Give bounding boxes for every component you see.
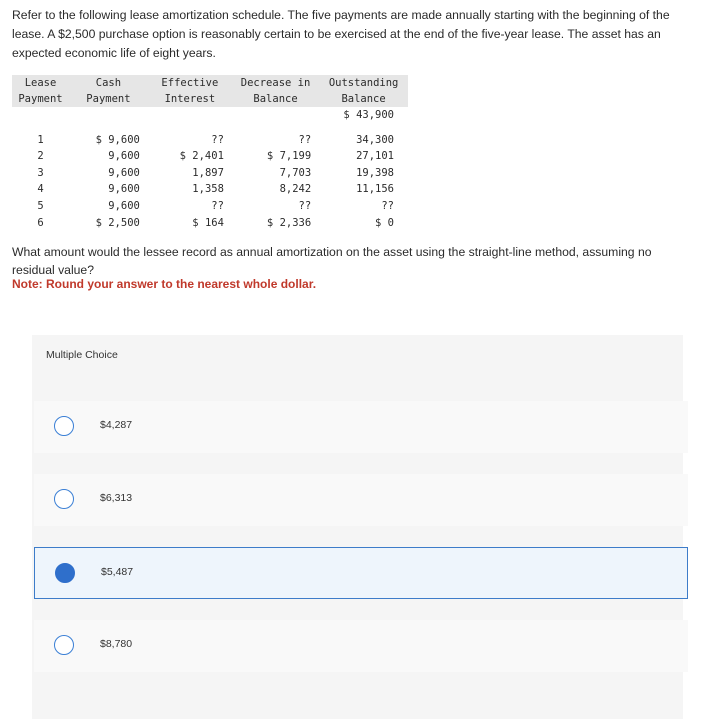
cell-interest: ?? [211,133,224,146]
cell-interest: 1,897 [192,166,224,179]
choice-label: $4,287 [100,419,133,431]
header-decrease-balance: Balance [232,91,319,107]
cell-balance: 34,300 [356,133,394,146]
cell-decrease: 8,242 [279,183,312,196]
choice-label: $6,313 [100,492,133,504]
cell-balance: $ 0 [375,216,394,229]
cell-payment-number: 5 [37,199,44,212]
table-header-row-1 [12,75,408,91]
choice-option-2[interactable] [34,474,688,526]
radio-button-selected[interactable] [55,563,75,583]
cell-payment-number: 4 [37,183,44,196]
opening-balance-row [12,107,408,124]
cell-payment-number: 3 [37,166,44,179]
cell-balance: 19,398 [356,166,394,179]
cell-decrease: $ 2,336 [266,216,312,229]
header-effective: Effective [148,75,232,91]
header-cash: Cash [69,75,148,91]
question-text: What amount would the lessee record as annual amortization on the asset using the straight-line method, assuming no residual value? [12,245,652,277]
problem-intro: Refer to the following lease amortization schedule. The five payments are made annually starting with the beginning of the lease. A $2,500 purchase option is reasonably certain to be exercised at the end of the five-year lease. The asset has an expected economic life of eight years. [12,8,670,60]
cell-interest: $ 164 [192,216,224,229]
table-row [12,148,408,165]
header-lease: Lease [12,75,69,91]
table-row [12,198,408,215]
table-header-row-2 [12,91,408,107]
table-row [12,215,408,232]
cell-payment-number: 2 [37,150,44,163]
cell-payment-number: 1 [37,133,44,146]
cell-cash-payment: $ 2,500 [95,216,140,229]
cell-decrease: ?? [298,133,312,146]
header-lease-payment: Payment [12,91,69,107]
opening-balance: $ 43,900 [343,109,394,121]
cell-interest: 1,358 [192,183,224,196]
radio-button[interactable] [54,635,74,655]
choice-option-3[interactable] [34,547,688,599]
cell-decrease: $ 7,199 [266,150,312,163]
header-outstanding: Outstanding [319,75,408,91]
cell-payment-number: 6 [37,216,44,229]
cell-interest: ?? [211,199,224,212]
cell-cash-payment: $ 9,600 [95,133,140,146]
header-decrease: Decrease in [232,75,319,91]
choice-label: $8,780 [100,638,133,650]
cell-decrease: ?? [298,199,312,212]
choice-option-4[interactable] [34,620,688,672]
cell-interest: $ 2,401 [179,150,224,163]
header-outstanding-balance: Balance [319,91,408,107]
cell-balance: ?? [381,199,394,212]
cell-cash-payment: 9,600 [108,166,140,179]
choice-label: $5,487 [101,566,134,578]
cell-cash-payment: 9,600 [108,199,140,212]
amortization-schedule [12,75,408,231]
cell-cash-payment: 9,600 [108,183,140,196]
cell-balance: 27,101 [356,150,394,163]
radio-button[interactable] [54,416,74,436]
header-effective-interest: Interest [148,91,232,107]
rounding-note: Note: Round your answer to the nearest whole dollar. [12,277,317,291]
table-row [12,181,408,198]
choice-option-1[interactable] [34,401,688,453]
multiple-choice-panel [32,335,683,719]
cell-balance: 11,156 [356,183,394,196]
header-cash-payment: Payment [69,91,148,107]
multiple-choice-title: Multiple Choice [46,349,118,361]
table-row [12,165,408,182]
table-row [12,132,408,149]
cell-cash-payment: 9,600 [108,150,140,163]
radio-button[interactable] [54,489,74,509]
cell-decrease: 7,703 [279,166,312,179]
